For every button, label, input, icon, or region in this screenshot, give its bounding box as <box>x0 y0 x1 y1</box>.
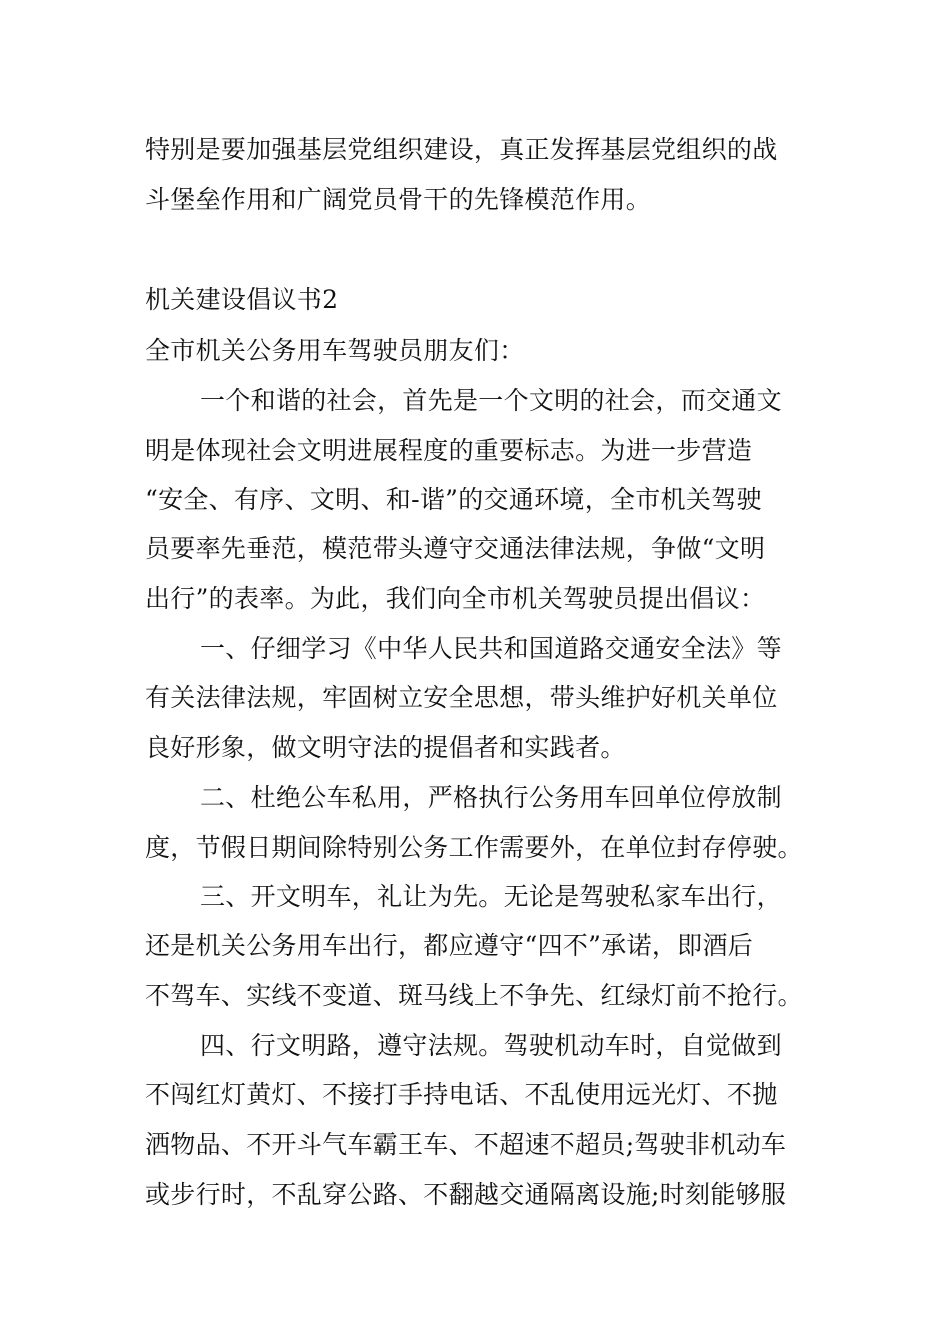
paragraph-line: 良好形象，做文明守法的提倡者和实践者。 <box>145 733 626 762</box>
salutation: 全市机关公务用车驾驶员朋友们： <box>145 336 525 365</box>
paragraph-line: 不闯红灯黄灯、不接打手持电话、不乱使用远光灯、不抛 <box>145 1080 778 1109</box>
paragraph-line: 四、行文明路，遵守法规。驾驶机动车时，自觉做到 <box>200 1031 782 1060</box>
paragraph-line: 洒物品、不开斗气车霸王车、不超速不超员;驾驶非机动车 <box>145 1130 787 1159</box>
paragraph-line: 有关法律法规，牢固树立安全思想，带头维护好机关单位 <box>145 683 778 712</box>
paragraph-line: 度，节假日期间除特别公务工作需要外，在单位封存停驶。 <box>145 833 803 862</box>
paragraph-line: 一个和谐的社会，首先是一个文明的社会，而交通文 <box>200 386 782 415</box>
paragraph-line: 三、开文明车，礼让为先。无论是驾驶私家车出行， <box>200 882 782 911</box>
paragraph-line: 明是体现社会文明进展程度的重要标志。为进一步营造 <box>145 436 753 465</box>
paragraph-line: 还是机关公务用车出行，都应遵守“四不”承诺，即酒后 <box>145 931 754 960</box>
paragraph-line: 一、仔细学习《中华人民共和国道路交通安全法》等 <box>200 634 782 663</box>
paragraph-line: 斗堡垒作用和广阔党员骨干的先锋模范作用。 <box>145 185 652 214</box>
paragraph-line: 或步行时，不乱穿公路、不翻越交通隔离设施;时刻能够服 <box>145 1180 787 1209</box>
paragraph-line: 二、杜绝公车私用，严格执行公务用车回单位停放制 <box>200 783 782 812</box>
paragraph-line: 特别是要加强基层党组织建设，真正发挥基层党组织的战 <box>145 135 778 164</box>
paragraph-line: 员要率先垂范，模范带头遵守交通法律法规，争做“文明 <box>145 534 766 563</box>
paragraph-line: 不驾车、实线不变道、斑马线上不争先、红绿灯前不抢行。 <box>145 981 803 1010</box>
paragraph-line: 出行”的表率。为此，我们向全市机关驾驶员提出倡议： <box>145 584 766 613</box>
section-heading: 机关建设倡议书2 <box>145 285 339 314</box>
paragraph-line: “安全、有序、文明、和-谐”的交通环境，全市机关驾驶 <box>145 485 762 514</box>
